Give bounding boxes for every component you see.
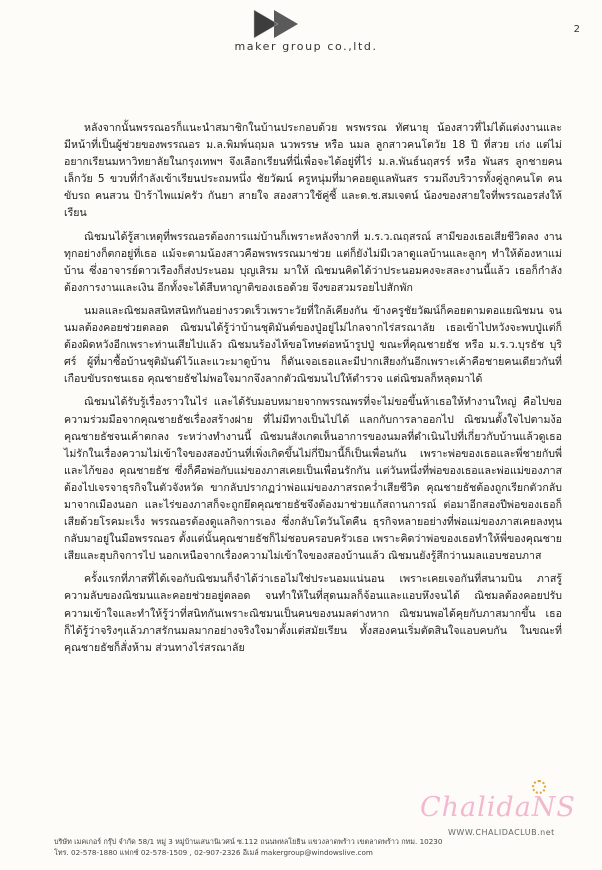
footer-contact — [54, 836, 574, 858]
company-name: maker group co.,ltd. — [234, 40, 378, 53]
paragraph: ณิชมนได้รู้สาเหตุที่พรรณอรต้องการแม่บ้านก็เพราะหลังจากที่ ม.ร.ว.ณฤสรณ์ สามีของเธอเสียชีวิตลง งานทุกอย่างก็ตกอยู่ที่เธอ แม้จะตามน้องสาวคือพรพรรณมาช่วย แต่ก็ยังไม่มีเวลาดูแลบ้านและลูกๆ ทำให้ต้องหาแม่บ้าน ซึ่งอาจารย์ดาวเรืองก็ส่งประนอม บุญเสิรม มาให้ ณิชมนคิดได้ว่าประนอมคงจะสละงานนี้แล้ว เธอก็กำลังต้องการงานและเงิน อีกทั้งจะได้สืบหาญาติของเธอด้วย จึงขอสวมรอยไปสักพัก — [64, 230, 562, 294]
footer-address: บริษัท เมคเกอร์ กรุ๊ป จำกัด 58/1 หมู่ 3 หมู่บ้านเสนานิเวศน์ ซ.112 ถนนพหลโยธิน แขวงลาดพร้าว เขตลาดพร้าว กทม. 10230 — [54, 837, 443, 846]
footer-phone-email: โทร. 02-578-1880 แฟกซ์ 02-578-1509 , 02-907-2326 อีเมล์ makergroup@windowslive.com — [54, 848, 373, 857]
watermark-logo-text: ChalidaNS — [420, 792, 576, 823]
paragraph: หลังจากนั้นพรรณอรก็แนะนำสมาชิกในบ้านประกอบด้วย พรพรรณ ทัศนายุ น้องสาวที่ไม่ได้แต่งงานและมีหน้าที่เป็นผู้ช่วยของพรรณอร ม.ล.พิมพ์นฤมล นวพรรษ หรือ นมล ลูกสาวคนโตวัย 18 ปี ที่สวย เก่ง แต่ไม่อยากเรียนมหาวิทยาลัยในกรุงเทพฯ จึงเลือกเรียนที่นี่เพื่อจะได้อยู่ที่ไร่ ม.ล.พันธ์นฤสรร์ หรือ พันสร ลูกชายคนเล็กวัย 5 ขวบที่กำลังเข้าเรียนประถมหนึ่ง ชัยวัฒน์ ครูหนุ่มที่มาคอยดูแลพันสร รวมถึงบริวารทั้งคู่ลูกคนโต คนขับรถ คนสวน ป้าร้าไพแม่ครัว กันยา สายใจ สองสาวใช้คู่ซี้ และด.ช.สมเจตน์ น้องของสายใจที่พรรณอรส่งให้เรียน — [64, 122, 562, 220]
paragraph: ครั้งแรกที่ภาสที่ได้เจอกับณิชมนก็จำได้ว่าเธอไม่ใช่ประนอมแน่นอน เพราะเคยเจอกันที่สนามบิน ภาสรู้ความลับของณิชมนและคอยช่วยอยู่ตลอด จนทำให้ในที่สุดนมลก็จ้อนและแอบหึงจนได้ ณิชมลต้องคอยปรับความเข้าใจและทำให้รู้ว่าที่สนิทกันเพราะณิชมนเป็นคนของนมลต่างหาก ณิชมนพอได้คุยกับภาสมากขึ้น เธอก็ได้รู้ว่าจริงๆแล้วภาสรักนมลมากอย่างจริงใจมาตั้งแต่สมัยเรียน ทั้งสองคนเริ่มตัดสินใจแอบคบกัน ในขณะที่คุณชายธัชก็สั่งห้าม ส่วนทางไร่สรณาลัย — [64, 573, 562, 654]
page-number: 2 — [573, 24, 580, 35]
paragraph: นมลและณิชมลสนิทสนิทกันอย่างรวดเร็วเพราะวัยที่ใกล้เคียงกัน ข้างครูชัยวัฒน์ก็คอยตามตอแยณิชมน จนนมลต้องคอยช่วยตลอด ณิชมนได้รู้ว่าบ้านชุติมันต์ของปู่อยู่ไม่ไกลจากไร่สรณาลัย เธอเข้าไปหวังจะพบปู่แต่ก็ต้องผิดหวังอีกเพราะท่านเสียไปแล้ว ณิชมนร้องไห้ขอโทษต่อหน้ารูปปู่ ขณะที่คุณชายธัช หรือ ม.ร.ว.บุรธัช บุริศร์ ผู้ที่มาซื้อบ้านชุติมันต์ไว้และแวะมาดูบ้าน ก็ดันเจอเธอและมีปากเสียงกันอีกเพราะเค้าคือชายคนเดียวกันที่เกือบขับรถชนเธอ คุณชายธัชไม่พอใจมากจึงลากตัวณิชมนไปให้ตำรวจ แต่ณิชมลก็หลุดมาได้ — [64, 304, 562, 386]
chalidaclub-watermark — [420, 792, 576, 837]
body-text — [64, 120, 562, 663]
watermark-url: WWW.CHALIDACLUB.net — [448, 828, 555, 837]
paragraph: ณิชมนได้รับรู้เรื่องราวในไร่ และได้รับมอบหมายจากพรรณพรที่จะไม่ขอขึ้นห้าเธอให้ทำงานใหญ่ คือไปขอความร่วมมือจากคุณชายธัชเรื่องสร้างฝาย ที่ไม่มีทางเป็นไปได้ แลกกับการลาออกไป ณิชมนตั้งใจไปตามง้อคุณชายธัชจนเค้าตกลง ระหว่างทำงานนี้ ณิชมนสังเกตเห็นอาการของนมลที่ดำเนินไปที่เกี่ยวกับบ้านแล้วดูเธอไม่รักในเรื่องความไม่เข้าใจของสองบ้านที่เพิ่งเกิดขึ้นไม่กี่ปีมานี้ก็เป็นเพื่อนกัน เพราะพ่อของเธอและพี่ชายกับพี่และไก้ของ คุณชายธัช ซึ่งก็คือพ่อกับแม่ของภาสเคยเป็นเพื่อนรักกัน แต่วันหนึ่งที่พ่อของเธอและพ่อแม่ของภาสต้องไปเจรจาธุรกิจในตัวจังหวัด ขากลับปรากฏว่าพ่อแม่ของภาสรถคว่ำเสียชีวิต คุณชายธัชต้องถูกเรียกตัวกลับมาจากเมืองนอก และไร่ของภาสก็จะถูกยึดคุณชายธัชจึงต้องมาช่วยแก้สถานการณ์ ต่อมาอีกสองปีพ่อของเธอก็เสียด้วยโรคมะเร็ง พรรณอรต้องดูแลกิจการเอง ซึ่งกลับโตวันโตคืน ธุรกิจหลายอย่างที่พ่อแม่ของภาสเคยลงทุนกลับมาอยู่ในมือพรรณอร ตั้งแต่นั้นคุณชายธัชก็ไม่ชอบครอบครัวเธอ เพราะคิดว่าพ่อของเธอทำให้พี่ของคุณชายเสียและฮุบกิจการไป นอกเหนือจากเรื่องความไม่เข้าใจของสองบ้านแล้ว ณิชมนยังรู้สึกว่านมลแอบชอบภาส — [64, 396, 562, 563]
maker-group-logo — [252, 8, 312, 40]
